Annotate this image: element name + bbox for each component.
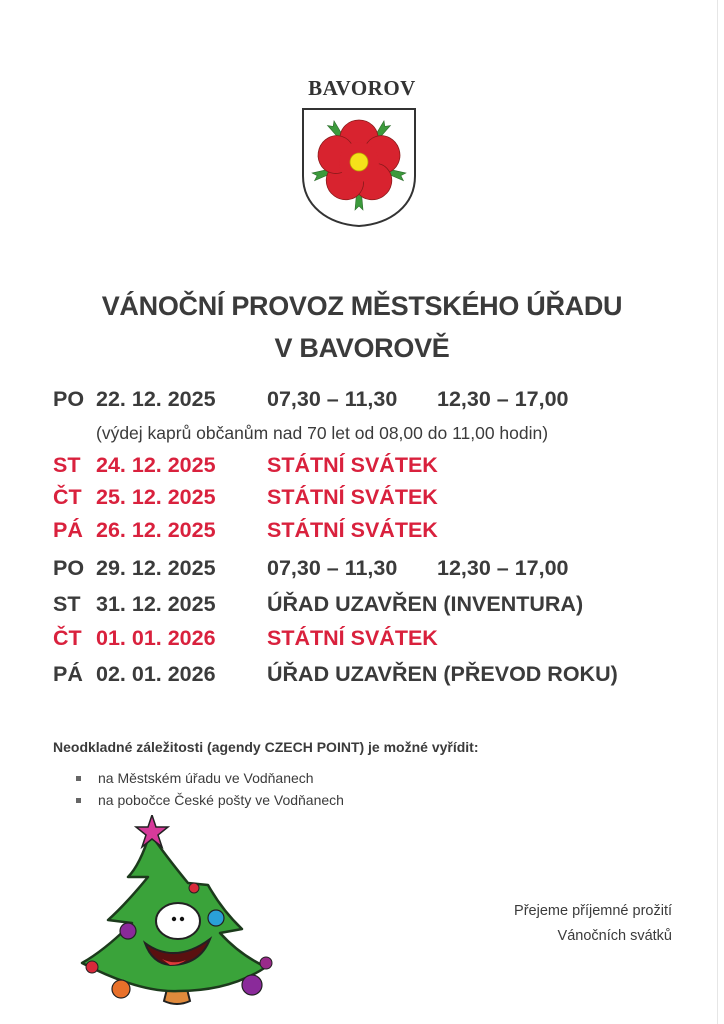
date-label: 31. 12. 2025 xyxy=(96,592,216,616)
coat-of-arms-icon xyxy=(300,106,418,228)
status-label: STÁTNÍ SVÁTEK xyxy=(267,518,438,542)
date-label: 25. 12. 2025 xyxy=(96,485,216,509)
status-label: ÚŘAD UZAVŘEN (PŘEVOD ROKU) xyxy=(267,662,618,686)
date-label: 22. 12. 2025 xyxy=(96,387,216,411)
day-label: ST xyxy=(53,453,81,477)
date-label: 02. 01. 2026 xyxy=(96,662,216,686)
carp-distribution-note: (výdej kaprů občanům nad 70 let od 08,00 do 11,00 hodin) xyxy=(96,423,549,443)
bullet-square-icon xyxy=(76,776,81,781)
morning-hours: 07,30 – 11,30 xyxy=(267,387,398,411)
town-name: BAVOROV xyxy=(308,76,416,100)
greeting-line-1: Přejeme příjemné prožití xyxy=(514,903,672,919)
status-label: STÁTNÍ SVÁTEK xyxy=(267,453,438,477)
urgent-matters-heading: Neodkladné záležitosti (agendy CZECH POINT) je možné vyřídit: xyxy=(53,739,479,755)
day-label: ČT xyxy=(53,626,82,650)
day-label: PO xyxy=(53,387,85,411)
status-label: ÚŘAD UZAVŘEN (INVENTURA) xyxy=(267,592,584,616)
page-subtitle: V BAVOROVĚ xyxy=(274,333,450,363)
greeting-line-2: Vánočních svátků xyxy=(557,928,672,944)
morning-hours: 07,30 – 11,30 xyxy=(267,556,398,580)
page-title: VÁNOČNÍ PROVOZ MĚSTSKÉHO ÚŘADU xyxy=(101,291,623,321)
date-label: 24. 12. 2025 xyxy=(96,453,216,477)
date-label: 29. 12. 2025 xyxy=(96,556,216,580)
status-label: STÁTNÍ SVÁTEK xyxy=(267,626,438,650)
list-item xyxy=(76,770,344,792)
date-label: 26. 12. 2025 xyxy=(96,518,216,542)
list-item-text: na pobočce České pošty ve Vodňanech xyxy=(98,792,344,808)
date-label: 01. 01. 2026 xyxy=(96,626,216,650)
day-label: PO xyxy=(53,556,85,580)
day-label: ST xyxy=(53,592,81,616)
list-item-text: na Městském úřadu ve Vodňanech xyxy=(98,770,314,786)
status-label: STÁTNÍ SVÁTEK xyxy=(267,485,438,509)
christmas-tree-icon xyxy=(70,815,275,1010)
list-item xyxy=(76,792,344,814)
day-label: PÁ xyxy=(53,662,83,686)
day-label: PÁ xyxy=(53,518,83,542)
afternoon-hours: 12,30 – 17,00 xyxy=(437,556,569,580)
afternoon-hours: 12,30 – 17,00 xyxy=(437,387,569,411)
urgent-locations-list xyxy=(76,770,344,814)
bullet-square-icon xyxy=(76,798,81,803)
scan-edge-line xyxy=(717,0,718,1024)
day-label: ČT xyxy=(53,485,82,509)
